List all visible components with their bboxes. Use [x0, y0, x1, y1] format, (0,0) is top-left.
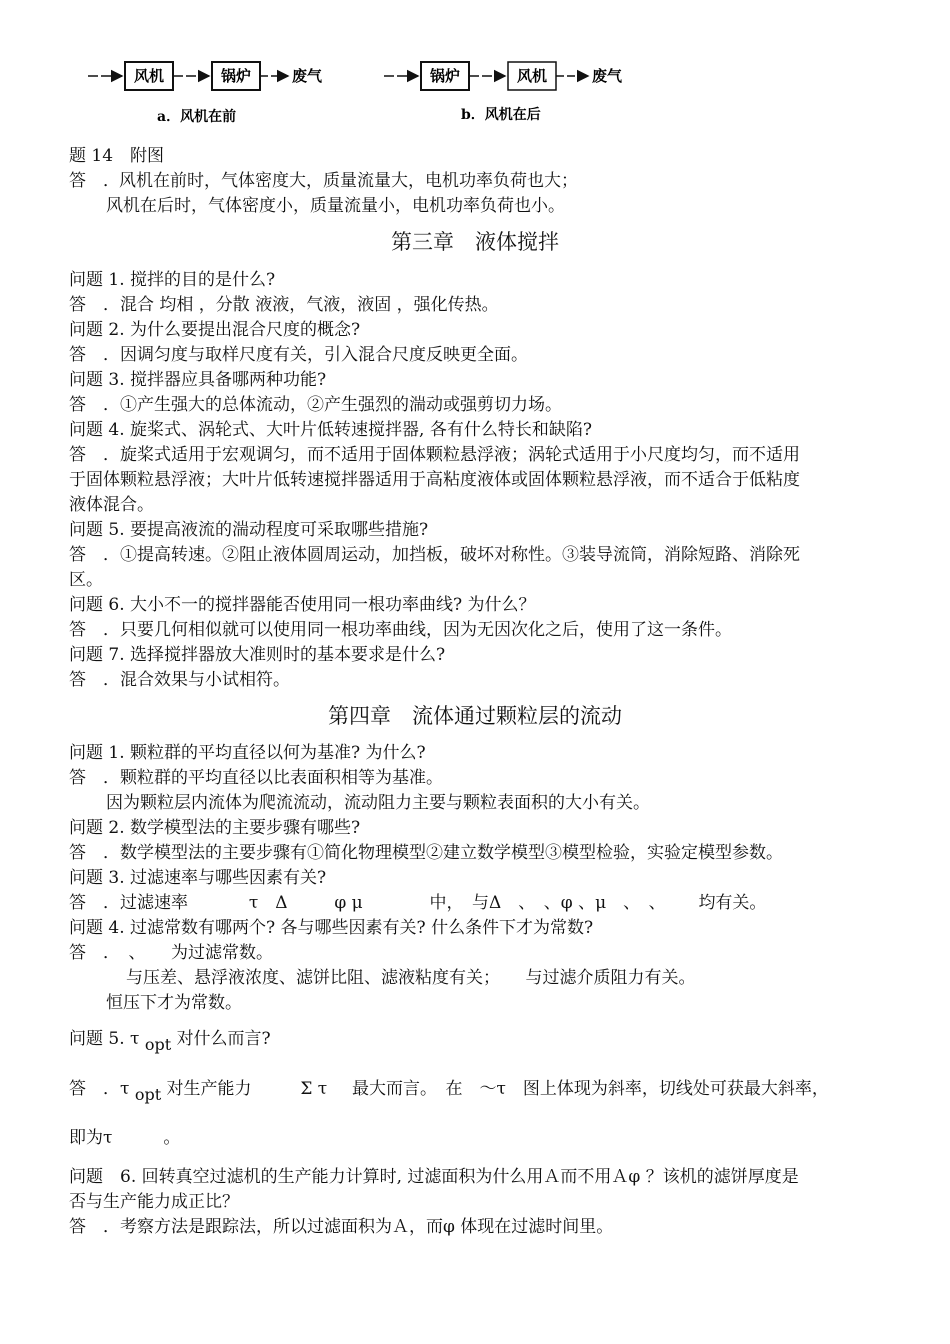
ch4-answer-6: 答 ．考察方法是跟踪法，所以过滤面积为Ａ，而φ 体现在过滤时间里。 — [69, 1217, 614, 1237]
chapter4-title: 第四章 流体通过颗粒层的流动 — [328, 704, 622, 728]
ch3-answer-4-line2: 于固体颗粒悬浮液；大叶片低转速搅拌器适用于高粘度液体或固体颗粒悬浮液，而不适合于低粘度 — [69, 470, 800, 490]
ch4-answer-3-part-e: 均有关。 — [698, 893, 767, 913]
ch4-answer-5-line2: 即为τ 。 — [69, 1128, 181, 1148]
ch4-question-5 — [69, 1026, 889, 1052]
fan-boiler-diagram — [88, 50, 648, 140]
ch3-question-2: 问题 2. 为什么要提出混合尺度的概念? — [69, 320, 361, 340]
ch3-answer-4-line3: 液体混合。 — [69, 495, 154, 515]
ch4-question-2: 问题 2. 数学模型法的主要步骤有哪些? — [69, 818, 361, 838]
ch4-answer-4-line3: 恒压下才为常数。 — [106, 993, 242, 1013]
ch4-answer-2: 答 ．数学模型法的主要步骤有①简化物理模型②建立数学模型③模型检验，实验定模型参数。 — [69, 843, 783, 863]
ch4-answer-1-line1: 答 ．颗粒群的平均直径以比表面积相等为基准。 — [69, 768, 443, 788]
box-b1-label: 锅炉 — [429, 67, 461, 85]
q14-answer-line2: 风机在后时，气体密度小，质量流量小，电机功率负荷也小。 — [106, 196, 565, 216]
ch3-answer-6: 答 ．只要几何相似就可以使用同一根功率曲线，因为无因次化之后，使用了这一条件。 — [69, 620, 732, 640]
ch4-answer-4-line1: 答 ． 、 为过滤常数。 — [69, 943, 273, 963]
caption-a: a．风机在前 — [157, 109, 237, 125]
ch3-question-1: 问题 1. 搅拌的目的是什么? — [69, 270, 276, 290]
out-a-label: 废气 — [292, 67, 323, 85]
ch4-answer-3-part-d: 中， 与Δ 、 、φ 、μ 、 、 — [429, 893, 666, 913]
figure-caption: 题 14 附图 — [69, 146, 165, 166]
caption-b: b．风机在后 — [461, 107, 541, 123]
ch4-question-4: 问题 4. 过滤常数有哪两个? 各与哪些因素有关? 什么条件下才为常数? — [69, 918, 594, 938]
ch4-answer-3-part-c: φ μ — [334, 893, 363, 913]
ch4-question-6-line1: 问题 6. 回转真空过滤机的生产能力计算时, 过滤面积为什么用Ａ而不用Ａφ ？该机的滤饼厚度是 — [69, 1167, 799, 1187]
ch4-answer-1-line2: 因为颗粒层内流体为爬流流动，流动阻力主要与颗粒表面积的大小有关。 — [106, 793, 650, 813]
ch4-question-3: 问题 3. 过滤速率与哪些因素有关? — [69, 868, 327, 888]
ch3-answer-7: 答 ．混合效果与小试相符。 — [69, 670, 290, 690]
ch3-answer-4-line1: 答 ．旋桨式适用于宏观调匀，而不适用于固体颗粒悬浮液；涡轮式适用于小尺度均匀，而不适用 — [69, 445, 800, 465]
box-a1-label: 风机 — [133, 67, 165, 85]
ch4-question-5-part-b: 对什么而言? — [176, 1029, 271, 1049]
ch4-question-6-line2: 否与生产能力成正比？ — [69, 1192, 239, 1212]
ch4-question-1: 问题 1. 颗粒群的平均直径以何为基准? 为什么? — [69, 743, 426, 763]
box-a2-label: 锅炉 — [220, 67, 252, 85]
q14-answer-text1: 风机在前时，气体密度大，质量流量大，电机功率负荷也大； — [119, 171, 578, 191]
answer-label: 答 ． — [69, 171, 120, 191]
ch4-answer-5-line1 — [69, 1076, 889, 1102]
ch4-question-5-part-a: 问题 5. τ — [69, 1029, 140, 1049]
box-b2-label: 风机 — [516, 67, 548, 85]
ch4-answer-5-part-d: 最大而言。 在 ～τ 图上体现为斜率，切线处可获最大斜率， — [351, 1079, 829, 1099]
ch4-answer-3 — [69, 891, 889, 916]
ch4-answer-5-sub: opt — [134, 1085, 162, 1104]
ch3-answer-1: 答 ．混合 均相 ，分散 液液，气液，液固 ，强化传热。 — [69, 295, 499, 315]
ch4-answer-5-part-b: 对生产能力 — [166, 1079, 252, 1099]
ch3-question-6: 问题 6. 大小不一的搅拌器能否使用同一根功率曲线? 为什么？ — [69, 595, 536, 615]
ch3-question-7: 问题 7. 选择搅拌器放大准则时的基本要求是什么? — [69, 645, 446, 665]
ch3-question-4: 问题 4. 旋桨式、涡轮式、大叶片低转速搅拌器, 各有什么特长和缺陷? — [69, 420, 592, 440]
ch3-answer-3: 答 ．①产生强大的总体流动，②产生强烈的湍动或强剪切力场。 — [69, 395, 562, 415]
ch3-question-3: 问题 3. 搅拌器应具备哪两种功能? — [69, 370, 327, 390]
ch3-answer-5-line1: 答 ．①提高转速。②阻止液体圆周运动，加挡板，破坏对称性。③装导流筒，消除短路、消除死 — [69, 545, 800, 565]
chapter3-title: 第三章 液体搅拌 — [391, 230, 559, 254]
ch3-answer-2: 答 ．因调匀度与取样尺度有关，引入混合尺度反映更全面。 — [69, 345, 528, 365]
ch4-answer-5-part-c: Σ τ — [300, 1079, 328, 1099]
ch4-answer-5-part-a: 答 ．τ — [69, 1079, 130, 1099]
out-b-label: 废气 — [592, 67, 623, 85]
ch3-question-5: 问题 5. 要提高液流的湍动程度可采取哪些措施? — [69, 520, 429, 540]
ch4-answer-3-part-b: τ Δ — [248, 893, 288, 913]
ch4-answer-4-line2: 与压差、悬浮液浓度、滤饼比阻、滤液粘度有关； 与过滤介质阻力有关。 — [126, 968, 696, 988]
ch4-question-5-sub: opt — [144, 1035, 172, 1054]
ch4-answer-3-part-a: 答 ．过滤速率 — [69, 893, 188, 913]
q14-answer-line1 — [69, 169, 889, 194]
ch3-answer-5-line2: 区。 — [69, 570, 103, 590]
